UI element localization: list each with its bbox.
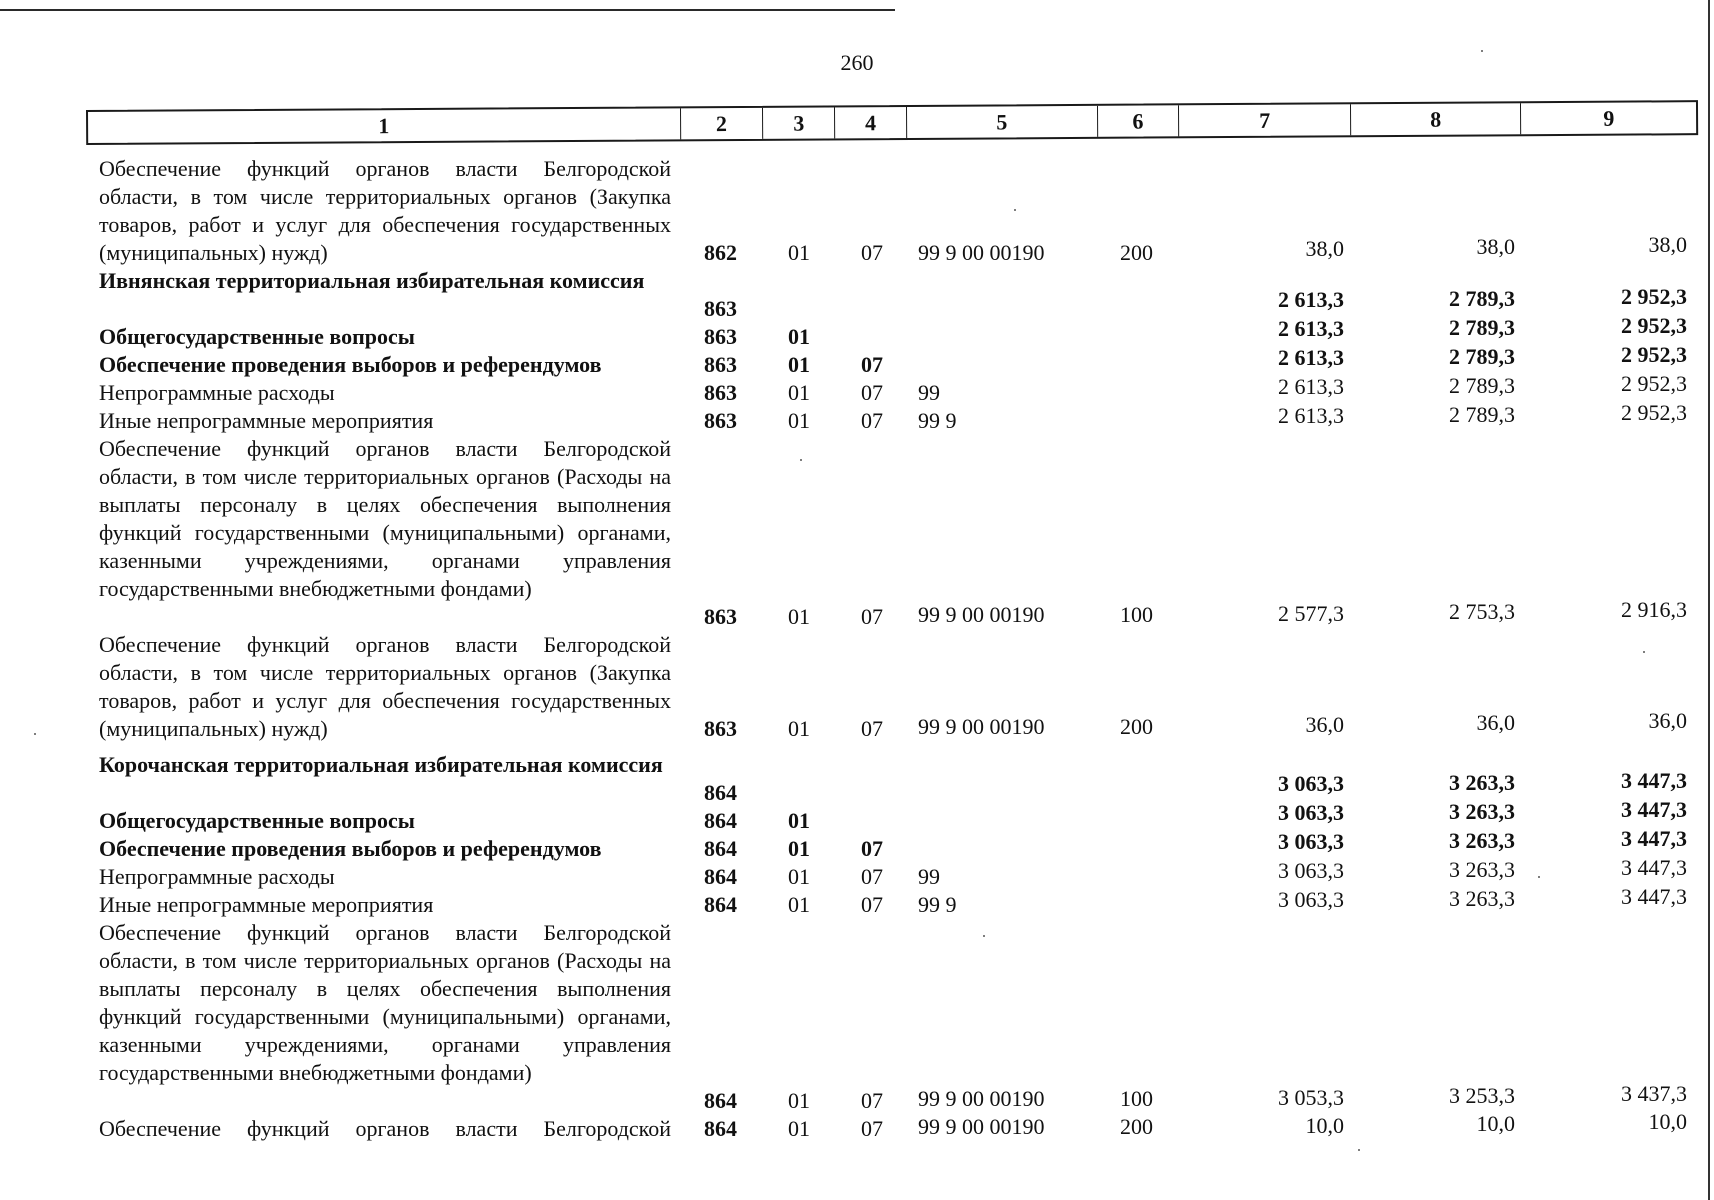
cell-col-7: 38,0 (1305, 236, 1344, 261)
row-description: Корочанская территориальная избирательная комиссия (99, 752, 663, 777)
cell-col-7: 3 063,3 (1278, 829, 1344, 854)
row-description: Иные непрограммные мероприятия (99, 892, 434, 917)
cell-col-2: 864 (704, 836, 737, 861)
cell-col-8: 2 789,3 (1449, 286, 1515, 311)
cell-col-6: 100 (1120, 602, 1153, 627)
cell-col-4: 07 (861, 380, 883, 405)
cell-col-8: 3 263,3 (1449, 828, 1515, 853)
cell-col-2: 864 (704, 1088, 737, 1113)
cell-col-2: 863 (704, 296, 737, 321)
cell-col-9: 2 952,3 (1621, 371, 1687, 396)
cell-col-2: 863 (704, 604, 737, 629)
header-col-3: 3 (763, 107, 835, 138)
cell-col-8: 3 263,3 (1449, 886, 1515, 911)
cell-col-6: 200 (1120, 1114, 1153, 1139)
cell-col-6: 100 (1120, 1086, 1153, 1111)
table-row (0, 1109, 1714, 1143)
cell-col-2: 864 (704, 808, 737, 833)
cell-col-5: 99 9 00 00190 (918, 1086, 1045, 1111)
cell-col-8: 36,0 (1476, 710, 1515, 735)
table-row (0, 400, 1714, 435)
table-row (0, 631, 1714, 743)
cell-col-9: 3 447,3 (1621, 797, 1687, 822)
cell-col-9: 36,0 (1648, 708, 1687, 733)
scan-speck (34, 733, 36, 735)
row-description: Обеспечение функций органов власти Белгородской области, в том числе территориальных органов (Закупка товаров, работ и услуг для обеспечения государственных (муниципальных) нужд) (99, 632, 671, 741)
header-col-7: 7 (1179, 104, 1351, 136)
cell-col-5: 99 9 00 00190 (918, 240, 1045, 265)
cell-col-9: 3 447,3 (1621, 826, 1687, 851)
cell-col-9: 2 952,3 (1621, 284, 1687, 309)
scan-speck (1538, 876, 1540, 878)
cell-col-8: 38,0 (1476, 234, 1515, 259)
cell-col-7: 2 613,3 (1278, 345, 1344, 370)
row-description: Обеспечение функций органов власти Белгородской области, в том числе территориальных органов (Закупка товаров, работ и услуг для обеспечения государственных (муниципальных) нужд) (99, 156, 671, 265)
cell-col-2: 864 (704, 864, 737, 889)
cell-col-9: 38,0 (1648, 232, 1687, 257)
cell-col-5: 99 9 (918, 408, 957, 433)
cell-col-7: 3 063,3 (1278, 771, 1344, 796)
cell-col-4: 07 (861, 604, 883, 629)
cell-col-6: 200 (1120, 240, 1153, 265)
cell-col-3: 01 (788, 408, 810, 433)
cell-col-8: 2 753,3 (1449, 599, 1515, 624)
header-col-2: 2 (681, 108, 764, 140)
header-col-5: 5 (907, 106, 1098, 138)
cell-col-4: 07 (861, 716, 883, 741)
row-description: Обеспечение проведения выборов и референдумов (99, 352, 602, 377)
cell-col-8: 3 253,3 (1449, 1083, 1515, 1108)
cell-col-2: 863 (704, 352, 737, 377)
cell-col-8: 2 789,3 (1449, 402, 1515, 427)
cell-col-7: 2 613,3 (1278, 287, 1344, 312)
cell-col-9: 2 916,3 (1621, 597, 1687, 622)
cell-col-7: 2 613,3 (1278, 374, 1344, 399)
cell-col-8: 2 789,3 (1449, 315, 1515, 340)
cell-col-2: 864 (704, 780, 737, 805)
cell-col-5: 99 (918, 380, 940, 405)
row-description: Общегосударственные вопросы (99, 324, 415, 349)
scan-speck (1481, 50, 1483, 52)
cell-col-7: 3 063,3 (1278, 858, 1344, 883)
cell-col-4: 07 (861, 836, 883, 861)
row-description: Иные непрограммные мероприятия (99, 408, 434, 433)
cell-col-3: 01 (788, 808, 810, 833)
cell-col-5: 99 9 00 00190 (918, 714, 1045, 739)
cell-col-7: 10,0 (1305, 1113, 1344, 1138)
scan-speck (983, 935, 985, 937)
header-col-9: 9 (1603, 105, 1615, 131)
cell-col-4: 07 (861, 864, 883, 889)
cell-col-3: 01 (788, 864, 810, 889)
row-description: Ивнянская территориальная избирательная комиссия (99, 268, 645, 293)
cell-col-3: 01 (788, 1088, 810, 1113)
cell-col-4: 07 (861, 408, 883, 433)
cell-col-6: 200 (1120, 714, 1153, 739)
table-row (0, 435, 1714, 631)
table-row (0, 155, 1714, 267)
page-number: 260 (840, 50, 874, 75)
cell-col-3: 01 (788, 324, 810, 349)
cell-col-9: 2 952,3 (1621, 400, 1687, 425)
cell-col-3: 01 (788, 240, 810, 265)
row-description: Общегосударственные вопросы (99, 808, 415, 833)
cell-col-7: 3 063,3 (1278, 800, 1344, 825)
cell-col-2: 864 (704, 1116, 737, 1141)
cell-col-7: 2 577,3 (1278, 601, 1344, 626)
header-col-8: 8 (1351, 103, 1522, 135)
cell-col-4: 07 (861, 240, 883, 265)
cell-col-8: 2 789,3 (1449, 344, 1515, 369)
cell-col-7: 3 063,3 (1278, 887, 1344, 912)
scan-speck (1358, 1149, 1360, 1151)
cell-col-4: 07 (861, 352, 883, 377)
cell-col-3: 01 (788, 716, 810, 741)
cell-col-9: 10,0 (1648, 1109, 1687, 1134)
cell-col-3: 01 (788, 836, 810, 861)
cell-col-7: 3 053,3 (1278, 1085, 1344, 1110)
cell-col-2: 863 (704, 408, 737, 433)
cell-col-7: 36,0 (1305, 712, 1344, 737)
scan-speck (1643, 651, 1645, 653)
cell-col-3: 01 (788, 380, 810, 405)
cell-col-3: 01 (788, 352, 810, 377)
cell-col-5: 99 9 (918, 892, 957, 917)
cell-col-3: 01 (788, 604, 810, 629)
scan-speck (800, 459, 802, 461)
header-col-4: 4 (835, 107, 907, 138)
cell-col-5: 99 9 00 00190 (918, 1114, 1045, 1139)
scan-speck (1014, 209, 1016, 211)
cell-col-8: 3 263,3 (1449, 770, 1515, 795)
cell-col-8: 3 263,3 (1449, 857, 1515, 882)
cell-col-2: 862 (704, 240, 737, 265)
cell-col-3: 01 (788, 892, 810, 917)
cell-col-7: 2 613,3 (1278, 403, 1344, 428)
row-description: Обеспечение функций органов власти Белгородской (99, 1116, 671, 1141)
row-description: Обеспечение функций органов власти Белгородской области, в том числе территориальных органов (Расходы на выплаты персоналу в целях обеспечения выполнения функций государственными (муниципальными) органами, казенными учреждениями, органами управления государственными внебюджетными фондами) (99, 436, 671, 601)
row-description: Обеспечение проведения выборов и референдумов (99, 836, 602, 861)
cell-col-2: 863 (704, 380, 737, 405)
header-col-1: 1 (88, 108, 681, 143)
cell-col-9: 2 952,3 (1621, 313, 1687, 338)
cell-col-8: 2 789,3 (1449, 373, 1515, 398)
row-description: Непрограммные расходы (99, 864, 335, 889)
cell-col-2: 864 (704, 892, 737, 917)
table-row (0, 884, 1714, 919)
cell-col-4: 07 (861, 892, 883, 917)
cell-col-5: 99 9 00 00190 (918, 602, 1045, 627)
cell-col-9: 3 447,3 (1621, 768, 1687, 793)
cell-col-2: 863 (704, 324, 737, 349)
cell-col-8: 10,0 (1476, 1111, 1515, 1136)
cell-col-2: 863 (704, 716, 737, 741)
cell-col-4: 07 (861, 1116, 883, 1141)
cell-col-4: 07 (861, 1088, 883, 1113)
cell-col-9: 3 437,3 (1621, 1081, 1687, 1106)
row-description: Обеспечение функций органов власти Белгородской области, в том числе территориальных органов (Расходы на выплаты персоналу в целях обеспечения выполнения функций государственными (муниципальными) органами, казенными учреждениями, органами управления государственными внебюджетными фондами) (99, 920, 671, 1085)
cell-col-5: 99 (918, 864, 940, 889)
cell-col-9: 3 447,3 (1621, 884, 1687, 909)
header-col-6: 6 (1097, 105, 1179, 136)
cell-col-9: 3 447,3 (1621, 855, 1687, 880)
row-description: Непрограммные расходы (99, 380, 335, 405)
cell-col-7: 2 613,3 (1278, 316, 1344, 341)
cell-col-8: 3 263,3 (1449, 799, 1515, 824)
cell-col-9: 2 952,3 (1621, 342, 1687, 367)
table-row (0, 919, 1714, 1115)
cell-col-3: 01 (788, 1116, 810, 1141)
